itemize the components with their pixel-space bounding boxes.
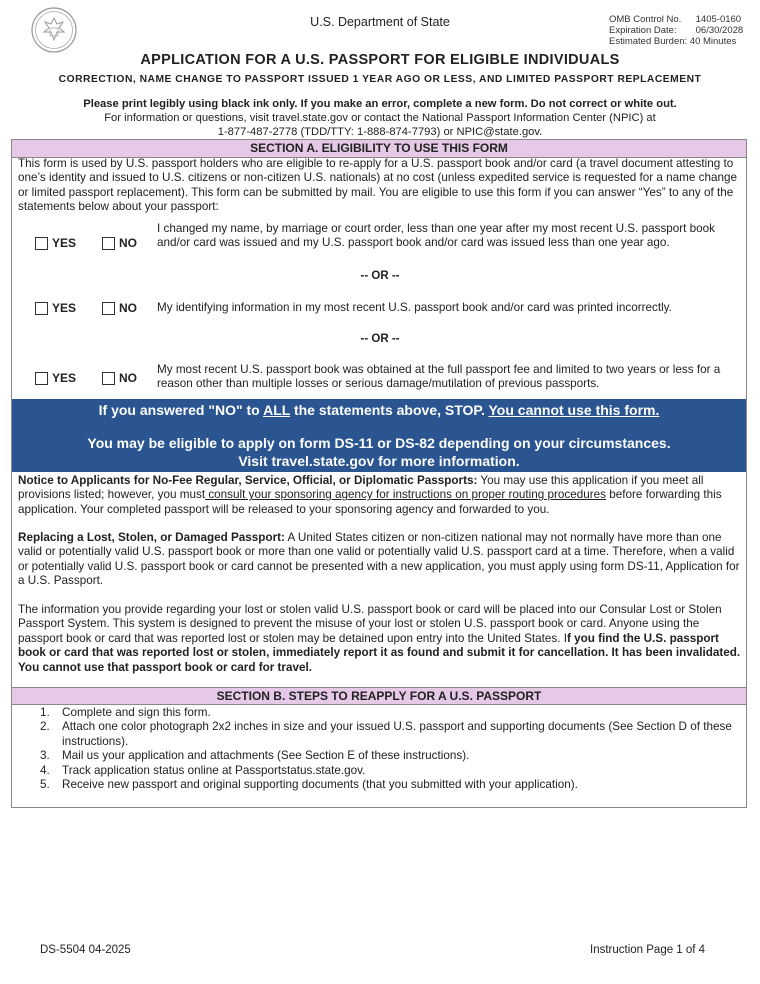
step-item <box>34 720 744 749</box>
checkbox-icon <box>35 237 48 250</box>
or-separator: -- OR -- <box>360 270 400 282</box>
checkbox-icon <box>35 302 48 315</box>
or-separator: -- OR -- <box>360 333 400 345</box>
statement-3-no-checkbox[interactable] <box>102 371 137 385</box>
statement-1-text: I changed my name, by marriage or court order, less than one year after my most recent U.S. passport book and/or card was issued and my U.S. passport book and/or card was issued less than one year ago. <box>157 222 716 250</box>
step-number: 3. <box>40 749 50 763</box>
stop-text: the statements above, STOP. <box>290 402 489 418</box>
checkbox-icon <box>35 372 48 385</box>
no-label: NO <box>119 301 137 315</box>
state-seal-icon <box>30 6 78 54</box>
nofee-routing-instructions: consult your sponsoring agency for instructions on proper routing procedures <box>205 488 606 502</box>
section-a-description: This form is used by U.S. passport holders who are eligible to re-apply for a U.S. passport book and/or card (a travel document attesting to one’s identity and issued to U.S. citizens or non-citizen U.S. nationals) at no cost (unless expedited service is requested for a name change or limited passport replacement). This form can be submitted by mail. You are eligible to use this form if you can answer “Yes” to any of the statements below about your passport: <box>18 157 737 214</box>
statement-2-yes-checkbox[interactable] <box>35 301 76 315</box>
step-text: Attach one color photograph 2x2 inches in size and your issued U.S. passport and supporting documents (See Section D of these instructions). <box>62 720 732 748</box>
nofee-heading: Notice to Applicants for No-Fee Regular, Service, Official, or Diplomatic Passports: <box>18 474 478 487</box>
checkbox-icon <box>102 302 115 315</box>
stop-line-2: You may be eligible to apply on form DS-11 or DS-82 depending on your circumstances. <box>87 435 671 451</box>
expiration-value: 06/30/2028 <box>695 25 744 36</box>
step-number: 5. <box>40 778 50 792</box>
intro-instructions: Please print legibly using black ink only. If you make an error, complete a new form. Do not correct or white out. <box>83 98 677 110</box>
nofee-text: before forwarding this application. Your completed passport will be released to your sponsoring agency and forwarded to you. <box>18 488 722 516</box>
step-text: Receive new passport and original supporting documents (that you submitted with your application). <box>62 778 578 792</box>
step-item <box>34 706 744 720</box>
replace-notice <box>18 531 744 589</box>
omb-control-value: 1405-0160 <box>695 14 742 25</box>
replace-heading: Replacing a Lost, Stolen, or Damaged Passport: <box>18 531 285 544</box>
statement-2-text: My identifying information in my most recent U.S. passport book and/or card was printed incorrectly. <box>157 301 672 314</box>
form-intro <box>0 97 760 139</box>
lost-stolen-notice <box>18 603 744 675</box>
yes-label: YES <box>52 301 77 315</box>
form-title: APPLICATION FOR A U.S. PASSPORT FOR ELIGIBLE INDIVIDUALS <box>140 52 620 68</box>
step-item <box>34 764 744 778</box>
stop-cannot-use: You cannot use this form. <box>488 402 660 418</box>
statement-1-no-checkbox[interactable] <box>102 236 137 250</box>
department-name: U.S. Department of State <box>310 15 450 29</box>
form-id: DS-5504 04-2025 <box>40 944 131 956</box>
page-number: Instruction Page 1 of 4 <box>590 944 706 956</box>
section-a-heading: SECTION A. ELIGIBILITY TO USE THIS FORM <box>12 140 746 158</box>
statement-3-yes-checkbox[interactable] <box>35 371 76 385</box>
stop-text: If you answered "NO" to <box>98 402 264 418</box>
burden-estimate: Estimated Burden: 40 Minutes <box>609 36 737 47</box>
stop-line-1 <box>12 401 746 419</box>
step-number: 4. <box>40 763 50 777</box>
nofee-notice <box>18 474 744 517</box>
statement-2-no-checkbox[interactable] <box>102 301 137 315</box>
omb-info <box>609 14 743 47</box>
lost-text: The information you provide regarding your lost or stolen valid U.S. passport book or card will be placed into our Consular Lost or Stolen Passport System. This system is designed to prevent the misuse of your lost or stolen U.S. passport book or card. Anyone using the passport book or card that was reported lost or stolen may be detained upon entry into the United States. I <box>18 603 722 645</box>
intro-contact-line: For information or questions, visit travel.state.gov or contact the National Passport Information Center (NPIC) at <box>104 112 656 124</box>
statement-1-yes-checkbox[interactable] <box>35 236 76 250</box>
yes-label: YES <box>52 371 77 385</box>
lost-warning: f you find the U.S. passport book or card that was reported lost or stolen, immediately report it as found and submit it for cancellation. It has been invalidated. You cannot use that passport book or card for travel. <box>18 631 741 674</box>
replace-text: A United States citizen or non-citizen national may not normally have more than one valid or potentially valid U.S. passport book or more than one valid or potentially valid U.S. passport card at a time. Therefore, when a valid or potentially valid U.S. passport book or card cannot be presented with a new application, you must apply using form DS-11, Application for a U.S. Passport. <box>18 531 740 588</box>
step-number: 2. <box>40 720 50 734</box>
checkbox-icon <box>102 372 115 385</box>
stop-line-3: Visit travel.state.gov for more information. <box>238 453 520 469</box>
intro-contact-phone: 1-877-487-2778 (TDD/TTY: 1-888-874-7793) or NPIC@state.gov. <box>217 126 543 138</box>
step-text: Mail us your application and attachments (See Section E of these instructions). <box>62 749 470 763</box>
stop-banner <box>12 399 746 472</box>
stop-all: ALL <box>263 402 291 418</box>
section-b-heading: SECTION B. STEPS TO REAPPLY FOR A U.S. PASSPORT <box>12 687 746 705</box>
step-item <box>34 749 744 763</box>
step-text: Track application status online at Passportstatus.state.gov. <box>62 763 366 777</box>
step-text: Complete and sign this form. <box>62 706 211 719</box>
checkbox-icon <box>102 237 115 250</box>
yes-label: YES <box>52 236 77 250</box>
no-label: NO <box>119 236 137 250</box>
steps-list <box>34 706 744 792</box>
statement-3-text: My most recent U.S. passport book was obtained at the full passport fee and limited to two years or less for a reason other than multiple losses or serious damage/mutilation of previous passports. <box>157 363 721 391</box>
step-number: 1. <box>40 706 50 719</box>
nofee-text: You may use this application if you meet all provisions listed; however, you must <box>18 474 704 502</box>
expiration-label: Expiration Date: <box>609 25 677 36</box>
step-item <box>34 778 744 792</box>
form-subtitle: CORRECTION, NAME CHANGE TO PASSPORT ISSUED 1 YEAR AGO OR LESS, AND LIMITED PASSPORT REPLACEMENT <box>58 74 702 85</box>
no-label: NO <box>119 371 137 385</box>
omb-control-label: OMB Control No. <box>609 14 682 25</box>
